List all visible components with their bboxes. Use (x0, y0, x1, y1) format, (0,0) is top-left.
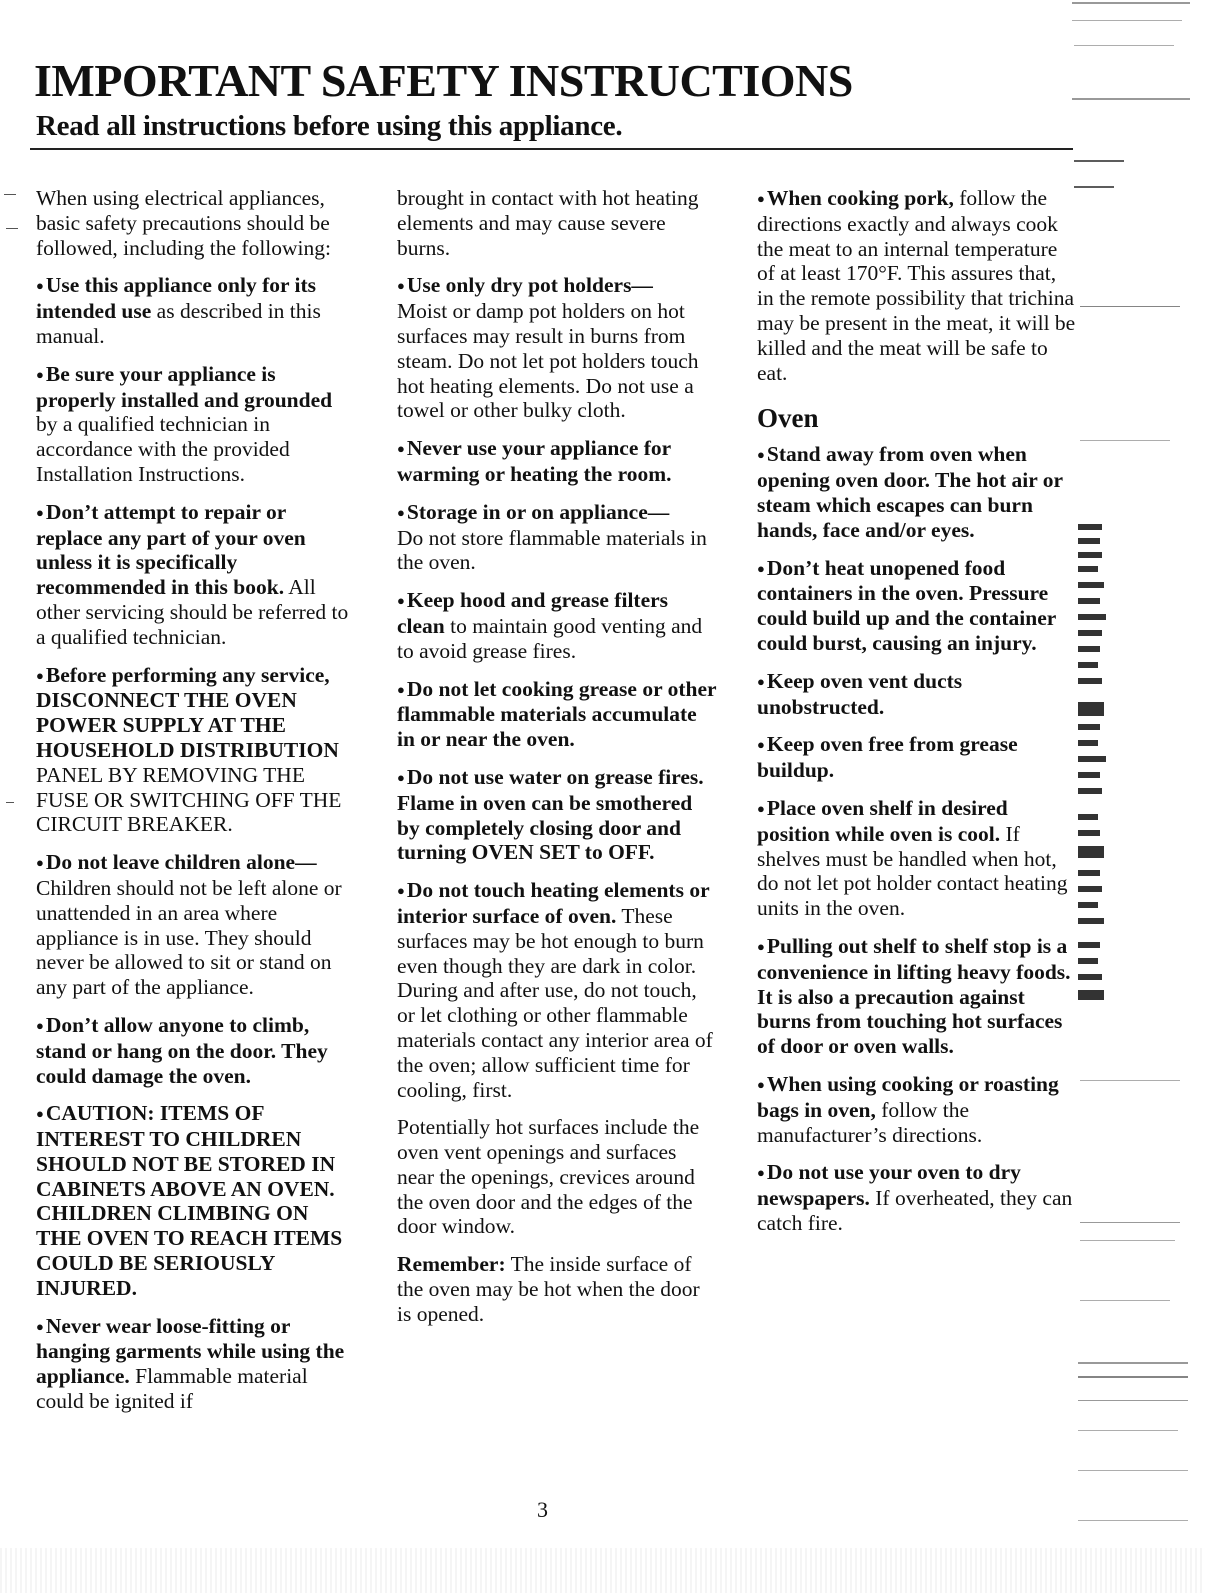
bullet-icon: ● (757, 560, 765, 576)
margin-mark (4, 194, 16, 195)
instruction-dry-newspapers: ●Do not use your oven to dry newspapers. If overheated, they can catch fire. (757, 1160, 1073, 1235)
instruction-installed-grounded: ●Be sure your appliance is properly installed and grounded by a qualified technician in accordance with the provided Installation Instructions. (36, 361, 333, 486)
bullet-icon: ● (397, 593, 405, 609)
page-title: IMPORTANT SAFETY INSTRUCTIONS (34, 55, 853, 106)
bullet-icon: ● (397, 278, 405, 294)
bullet-icon: ● (397, 441, 405, 457)
bullet-icon: ● (36, 667, 44, 683)
column-1 (36, 186, 356, 1427)
bullet-icon: ● (397, 883, 405, 899)
instruction-vent-ducts: ●Keep oven vent ducts unobstructed. (757, 668, 963, 719)
instruction-caution-children: ●CAUTION: ITEMS OF INTEREST TO CHILDREN SHOULD NOT BE STORED IN CABINETS ABOVE AN OVEN. CHILDREN CLIMBING ON THE OVEN TO REACH ITEMS COULD BE SERIOUSLY INJURED. (36, 1101, 343, 1300)
bullet-icon: ● (36, 278, 44, 294)
instruction-grease-buildup: ●Keep oven free from grease buildup. (757, 732, 1018, 783)
bullet-icon: ● (757, 1076, 765, 1092)
scan-bottom-noise (0, 1548, 1205, 1593)
bullet-icon: ● (397, 681, 405, 697)
bullet-icon: ● (36, 504, 44, 520)
instruction-unopened-containers: ●Don’t heat unopened food containers in the oven. Pressure could build up and the container could burst, causing an injury. (757, 555, 1056, 655)
instruction-climb-door: ●Don’t allow anyone to climb, stand or hang on the door. They could damage the oven. (36, 1012, 328, 1088)
instruction-heating-elements: ●Do not touch heating elements or interior surface of oven. These surfaces may be hot enough to burn even though they are dark in color. During and after use, do not touch, or let clothing or other flammable materials contact any interior area of the oven; allow sufficient time for cooling, first. (397, 878, 713, 1102)
hot-surfaces-paragraph: Potentially hot surfaces include the oven vent openings and surfaces near the openings, crevices around the oven door and the edges of the door window. (397, 1115, 700, 1239)
margin-mark (6, 228, 18, 229)
instruction-stand-away: ●Stand away from oven when opening oven door. The hot air or steam which escapes can burn hands, face and/or eyes. (757, 442, 1063, 542)
column-2 (397, 186, 717, 1340)
intro-paragraph: When using electrical appliances, basic safety precautions should be followed, including the following: (36, 186, 331, 260)
bullet-icon: ● (757, 800, 765, 816)
instruction-children-alone: ●Do not leave children alone— Children should not be left alone or unattended in an area where appliance is in use. They should never be allowed to sit or stand on any part of the appliance. (36, 850, 342, 1000)
column-3 (757, 186, 1077, 1249)
section-heading-oven: Oven (757, 403, 819, 434)
instruction-shelf-stop: ●Pulling out shelf to shelf stop is a convenience in lifting heavy foods. It is also a precaution against burns from touching hot surfaces of door or oven walls. (757, 933, 1071, 1059)
instruction-roasting-bags: ●When using cooking or roasting bags in oven, follow the manufacturer’s directions. (757, 1071, 1059, 1147)
bullet-icon: ● (757, 737, 765, 753)
bullet-icon: ● (36, 1318, 44, 1334)
bullet-icon: ● (36, 1017, 44, 1033)
bullet-icon: ● (757, 673, 765, 689)
remember-paragraph: Remember: The inside surface of the oven may be hot when the door is opened. (397, 1252, 700, 1326)
instruction-grease-filters: ●Keep hood and grease filters clean to maintain good venting and to avoid grease fires. (397, 588, 703, 663)
bullet-icon: ● (757, 191, 765, 206)
margin-mark (6, 802, 14, 803)
instruction-oven-shelf: ●Place oven shelf in desired position while oven is cool. If shelves must be handled when hot, do not let pot holder contact heating units in the oven. (757, 795, 1068, 921)
bullet-icon: ● (757, 938, 765, 954)
bullet-icon: ● (757, 1165, 765, 1181)
instruction-storage: ●Storage in or on appliance— Do not store flammable materials in the oven. (397, 499, 707, 575)
scan-edge-artifacts (1070, 0, 1205, 1593)
instruction-intended-use: ●Use this appliance only for its intended use as described in this manual. (36, 273, 321, 348)
bullet-icon: ● (36, 366, 44, 382)
instruction-warming-room: ●Never use your appliance for warming or heating the room. (397, 436, 672, 486)
header-rule (30, 148, 1073, 150)
instruction-pot-holders: ●Use only dry pot holders— Moist or damp pot holders on hot surfaces may result in burns from steam. Do not let pot holders touch hot heating elements. Do not use a towel or other bulky cloth. (397, 273, 699, 423)
instruction-loose-garments: ●Never wear loose-fitting or hanging garments while using the appliance. Flammable material could be ignited if (36, 1313, 345, 1414)
instruction-grease-accumulate: ●Do not let cooking grease or other flammable materials accumulate in or near the oven. (397, 676, 717, 752)
instruction-cooking-pork: ●When cooking pork, follow the directions exactly and always cook the meat to an internal temperature of at least 170°F. This assures that, in the remote possibility that trichina may be present in the meat, it will be killed and the meat will be safe to eat. (757, 186, 1076, 385)
bullet-icon: ● (36, 1106, 44, 1122)
instruction-disconnect-power: ●Before performing any service, DISCONNECT THE OVEN POWER SUPPLY AT THE HOUSEHOLD DISTRIBUTION PANEL BY REMOVING THE FUSE OR SWITCHING OFF THE CIRCUIT BREAKER. (36, 662, 342, 837)
bullet-icon: ● (397, 504, 405, 520)
instruction-water-grease-fires: ●Do not use water on grease fires. Flame in oven can be smothered by completely closing door and turning OVEN SET to OFF. (397, 764, 704, 865)
continued-text: brought in contact with hot heating elements and may cause severe burns. (397, 186, 699, 260)
page-subtitle: Read all instructions before using this appliance. (36, 110, 623, 142)
bullet-icon: ● (397, 769, 405, 785)
instruction-repair: ●Don’t attempt to repair or replace any part of your oven unless it is specifically recommended in this book. All other servicing should be referred to a qualified technician. (36, 499, 349, 649)
bullet-icon: ● (36, 855, 44, 871)
page-number: 3 (537, 1497, 548, 1522)
bullet-icon: ● (757, 447, 765, 463)
